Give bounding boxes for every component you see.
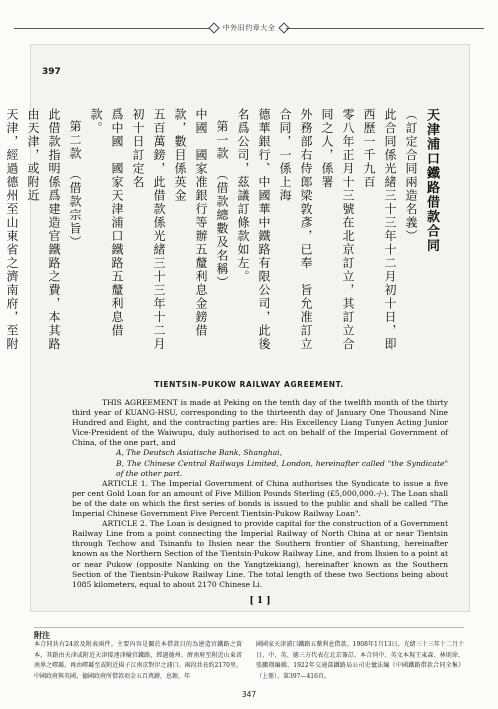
chinese-text-column: 外務部右侍郎梁敦彥，已奉 旨允准訂立合同，一係上海: [278, 108, 313, 351]
chinese-text-column: 此合同係光緒三十三年十二月初十日，即西歷一千九百: [362, 108, 397, 351]
scan-page-marker: [ 1 ]: [249, 595, 271, 606]
agreement-paragraph: ARTICLE 1. The Imperial Government of China authorises the Syndicate to issue a five per cent Gold Loan for an amount of Five Million Pounds Sterling (£5,000,000.-/-). The Loan shall be of the date on which the first series of bonds is issued to the public and shall be called "The Imperial Chinese Government Five Percent Tientsin-Pukow Railway Loan".: [72, 478, 448, 519]
chinese-text-column: 第一款 （借款總數及名稱）: [215, 120, 229, 290]
chinese-text-column: 零八年正月十三號在北京訂立，其訂立合同之人，係署: [320, 108, 355, 351]
english-agreement-title: TIENTSIN-PUKOW RAILWAY AGREEMENT.: [154, 380, 344, 389]
page-number: 347: [241, 690, 257, 699]
annotation-heading: 附注: [34, 630, 50, 640]
chinese-text-column: 第二款 （借款宗旨）: [68, 120, 82, 249]
chinese-text-column: 德華銀行、中國華中鐵路有限公司，此後名爲公司，茲議訂條款如左。: [236, 108, 271, 351]
chinese-text-column: 天津，經過德州至山東省之濟南府，至附: [5, 108, 19, 351]
header-rule-right: [286, 28, 484, 29]
chinese-text-column: 天津浦口鐵路借款合同: [424, 108, 439, 253]
annotation-divider: [34, 627, 464, 628]
agreement-paragraph: B, The Chinese Central Railways Limited, London, hereinafter called "the Syndicate" of the other part.: [116, 458, 448, 478]
chinese-text-column: （訂定合同兩造名義）: [404, 108, 418, 243]
annotation-text-left: 本合同共有24款及附表兩件。主要內容是關於本借款目的為建造官鐵路之資本，其路由天津或附近天津接連津榆官鐵路，經過德州、濟南府至附近山東省南界之嶧縣，再由嶧縣至或附近揚子江南京對岸之浦口。兩段共長約2170里。中國政府與英國、德國政府所借款項金五百萬鎊，息銀，年: [34, 641, 242, 680]
agreement-paragraph: A, The Deutsch Asiatische Bank, Shanghai,: [116, 448, 282, 458]
scan-page-number: 397: [42, 67, 61, 77]
chinese-text-column: 爲中國 國家天津浦口鐵路五釐利息借款。: [89, 108, 124, 338]
annotation-text-right: 國國家天津浦口鐵路五釐利息借款。1908年1月13日，光緒三十三年十二月十日，中、英、德三方代表在北京簽訂。本合同中、英文本現王東森、林則徐、張鵬翔編輯，1922年交通部鐵路局公司史彙法編《中國鐵路借款合同全集》（上冊），第397—416頁。: [256, 641, 464, 680]
header-band: [14, 22, 484, 34]
english-agreement-body: [72, 398, 448, 606]
chinese-text-column: 中國 國家准銀行等辦五釐利息金鎊借款，數目係英金: [173, 108, 208, 338]
chinese-vertical-text: [5, 108, 442, 356]
agreement-paragraph: THIS AGREEMENT is made at Peking on the tenth day of the twelfth month of the thirty third year of KUANG-HSU, corresponding to the thirteenth day of January One Thousand Nine Hundred and Eight, and the contracting parties are: His Excellency Liang Tunyen Acting Junior Vice-President of the Waiwupu, duly authorised to act on behalf of the Imperial Government of China, of the one part, and: [72, 398, 448, 448]
agreement-paragraph: ARTICLE 2. The Loan is designed to provide capital for the construction of a Government Railway Line from a point connecting the Imperial Railway of North China at or near Tientsin through Techow and Tsinanfu to Ihsien near the Southern frontier of Shantung, hereinafter known as the Northern Section of the Tientsin-Pukow Railway Line, and from Ihsien to a point at or near Pukow (opposite Nanking on the Yangtzekiang), hereinafter known as the Southern Section of the Tientsin-Pukow Railway Line. The total length of these two Sections being about 1085 kilometers, equal to about 2170 Chinese Li.: [72, 519, 448, 589]
running-header-title: 中外旧约章大全: [222, 24, 276, 32]
chinese-text-column: 此借款指明係爲建造官鐵路之費，本其路由天津，或附近: [26, 108, 61, 351]
chinese-text-column: 五百萬鎊，此借款係光緒三十三年十二月初十日訂定名: [131, 108, 166, 351]
